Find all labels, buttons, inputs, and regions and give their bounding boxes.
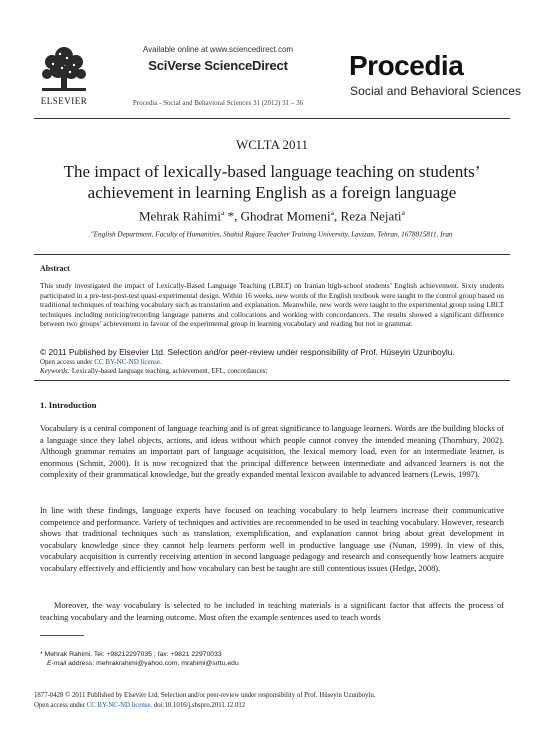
keywords-label: Keywords: — [40, 367, 71, 375]
affiliation — [40, 229, 504, 238]
section-heading: 1. Introduction — [40, 400, 97, 410]
abstract-copyright: © 2011 Published by Elsevier Ltd. Selection and/or peer-review under responsibility of Prof. Hüseyin Uzunboylu. — [40, 347, 455, 357]
email-addresses: address: mehrakrahimi@yahoo.com; mrahimi@srttu.edu — [66, 660, 239, 667]
keywords-text: Lexically-based language teaching, achievement, EFL, concordances; — [70, 367, 268, 375]
author-affil-mark: a — [220, 208, 225, 217]
body-paragraph: In line with these findings, language experts have focused on teaching vocabulary to help learners increase their communicative competence and performance. Variety of techniques and activities are recommended to be used in teaching vocabulary. However, research shows that traditional techniques such as translation, exemplification, and explanation cannot bring about great development in vocabulary knowledge since they cannot help learners perform well in productive language use (Nunan, 1999). In view of this, vocabulary acquisition is currently receiving attention in second language pedagogy and research and consequently how learners acquire vocabulary effectively and efficiently and how vocabulary can best be taught are still contentious issues (Hedge, 2008). — [40, 506, 504, 573]
footer-open-access — [34, 702, 245, 709]
abstract-heading: Abstract — [40, 264, 70, 273]
sciverse-sciencedirect-logo: SciVerse ScienceDirect — [148, 58, 288, 73]
footnote-divider — [40, 635, 84, 636]
license-link[interactable]: CC BY-NC-ND license. — [94, 358, 162, 366]
header-divider — [34, 118, 510, 119]
author-name: Mehrak Rahimi — [138, 208, 221, 224]
abstract-text: This study investigated the impact of Lexically-Based Language Teaching (LBLT) on Iranian high-school students’ English achievement. Sixty students participated in a pre-test-post-test quasi-experimental design. Within 16 weeks, new words of the English textbook were taught to the control group based on traditional techniques of teaching vocabulary such as translation and explanation. Meanwhile, new words were taught to the experimental group using LBLT techniques including noticing/recording language patterns and collocations and working with concordancers. The results showed a significant difference between two groups’ achievement in favour of the experimental group in learning vocabulary and reading but not in grammar. — [40, 281, 504, 329]
body-paragraph: Moreover, the way vocabulary is selected to be included in teaching materials is a significant factor that affects the process of teaching vocabulary and the learning outcome. Most often the example sentences used to teach words — [40, 601, 504, 622]
open-access-line — [40, 358, 162, 366]
author-list — [40, 208, 504, 224]
publisher-wordmark: ELSEVIER — [40, 96, 88, 106]
open-access-prefix: Open access under — [40, 358, 95, 366]
author-name: Reza Nejati — [340, 208, 402, 224]
author-affil-mark: a — [330, 208, 335, 217]
corresponding-author-footnote: * Mehrak Rahimi. Tel: +98212297035 ; fax: +9821 22970033 — [40, 651, 222, 658]
author-separator: , — [334, 208, 341, 224]
affiliation-text: English Department, Faculty of Humanities, Shahid Rajaee Teacher Training University, Lavizan, Tehran, 1678815811, Iran — [93, 230, 453, 239]
journal-reference: Procedia - Social and Behavioral Sciences 31 (2012) 31 – 36 — [132, 99, 304, 107]
affiliation-mark: a — [91, 229, 94, 234]
email-footnote — [47, 660, 239, 667]
footer-license-link[interactable]: CC BY-NC-ND license. — [86, 702, 153, 709]
abstract-bottom-divider — [34, 380, 510, 381]
article-title: The impact of lexically-based language teaching on students’ achievement in learning English as a foreign language — [63, 162, 481, 202]
keywords-line — [40, 367, 267, 375]
conference-name: WCLTA 2011 — [235, 137, 309, 152]
footer-copyright: 1877-0428 © 2011 Published by Elsevier Ltd. Selection and/or peer-review under responsibility of Prof. Hüseyin Uzunboylu. — [34, 692, 376, 699]
available-online-text: Available online at www.sciencedirect.com — [142, 45, 294, 54]
email-label: E-mail — [47, 660, 67, 667]
author-separator: *, — [224, 208, 241, 224]
abstract-top-divider — [34, 254, 510, 255]
procedia-logo: Procedia — [349, 50, 464, 81]
procedia-subtitle: Social and Behavioral Sciences — [350, 84, 522, 98]
author-affil-mark: a — [401, 208, 406, 217]
body-paragraph: Vocabulary is a central component of language teaching and is of great significance to language learners. Words are the building blocks of a language since they label objects, actions, and ideas without which people cannot convey the intended meaning (Thornbury, 2002). Although grammar remains an important part of language acquisition, the lexical memory load, even for an intermediate learner, is enormous (Schmit, 2000). It is now recognized that the principal difference between intermediate and advanced learners is not the complexity of their grammatical knowledge, but the greatly expanded mental lexicon available to advanced learners (Lewis, 1997). — [40, 424, 504, 480]
footer-oa-prefix: Open access under — [34, 702, 87, 709]
footer-doi: doi:10.1016/j.sbspro.2011.12.012 — [152, 702, 246, 709]
author-name: Ghodrat Momeni — [240, 208, 331, 224]
